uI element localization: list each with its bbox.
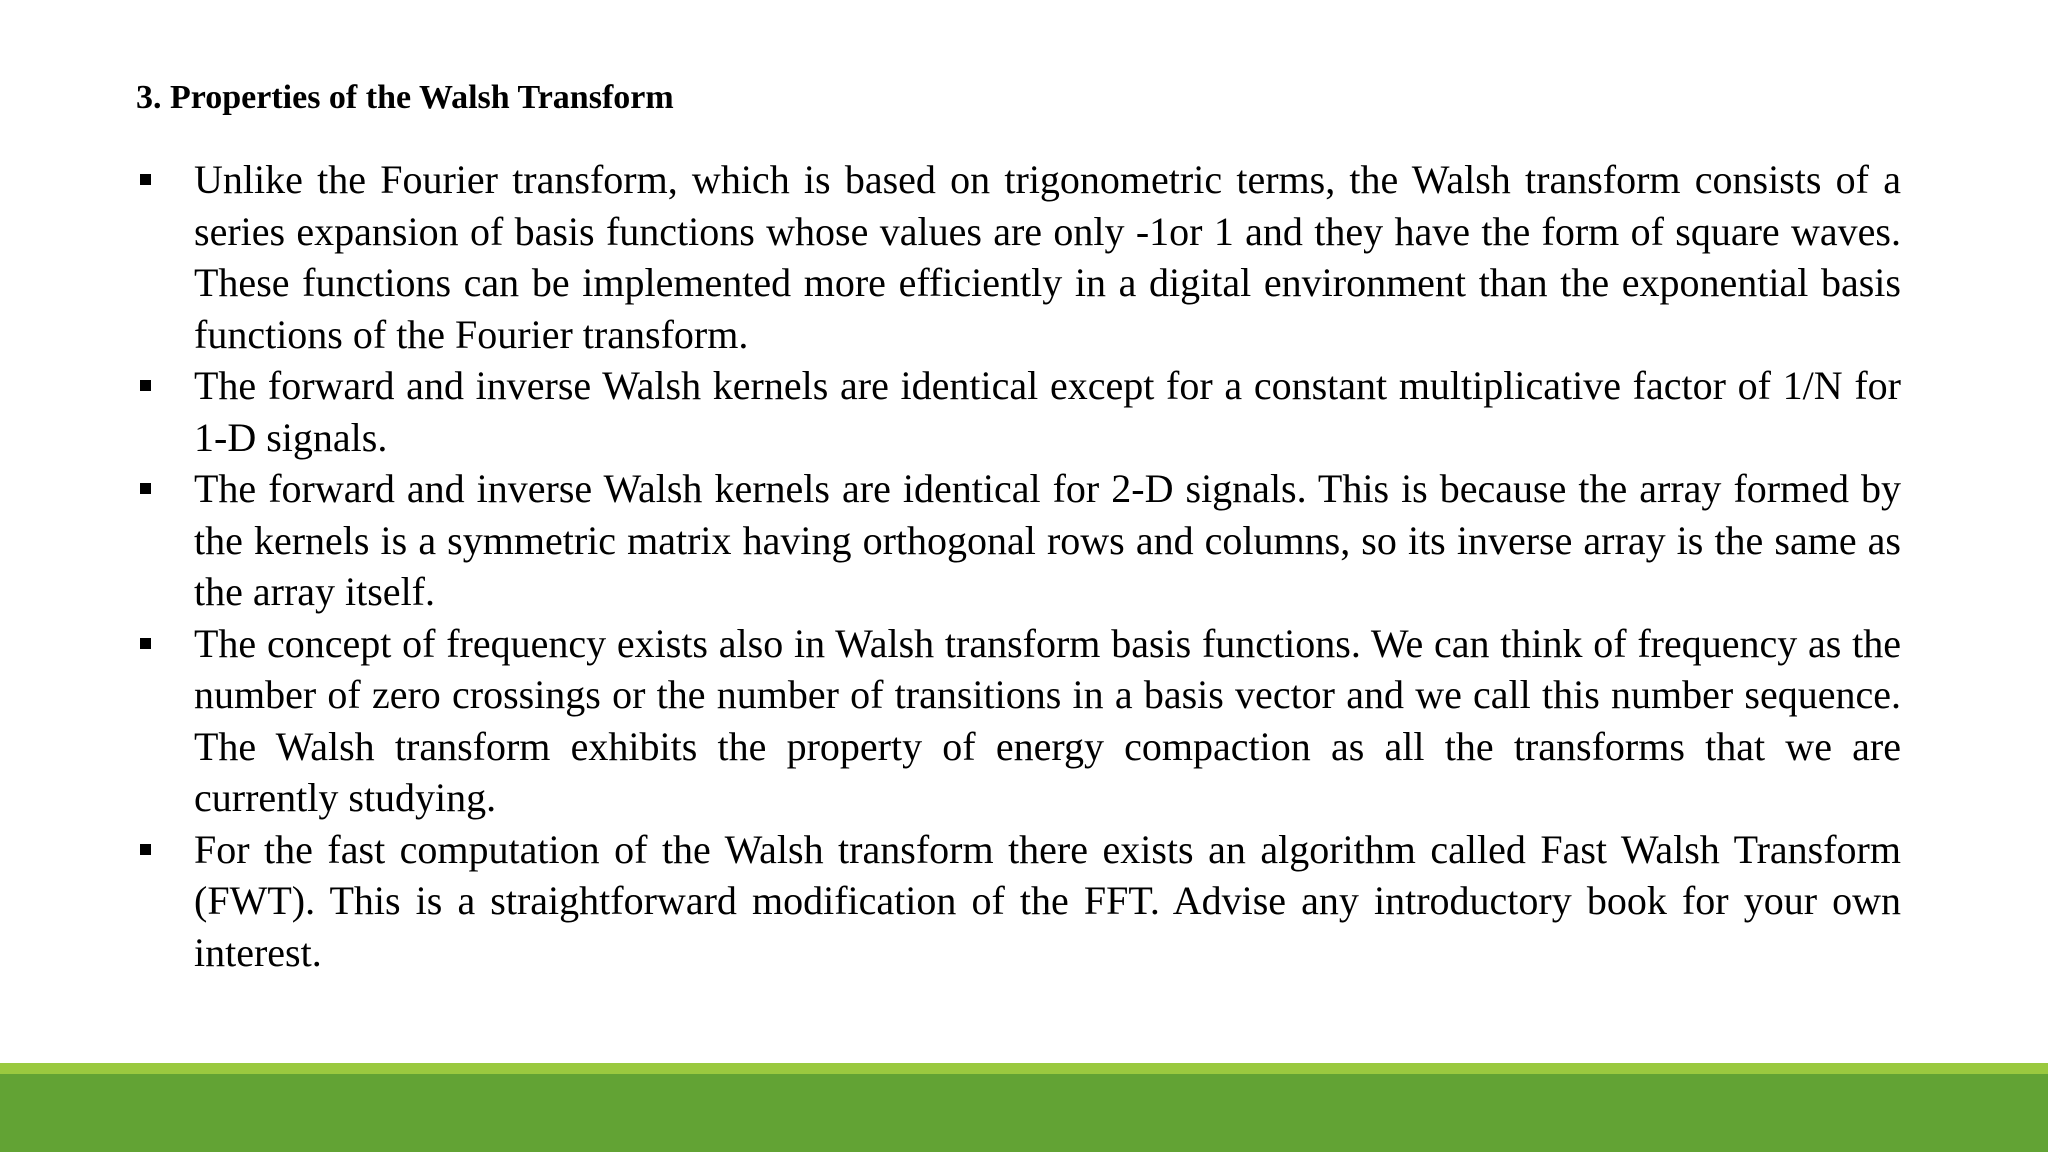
bullet-item [136, 618, 1901, 824]
bullet-text: The forward and inverse Walsh kernels are identical except for a constant multiplicative factor of 1/N for 1-D signals. [194, 363, 1901, 460]
bullet-text: Unlike the Fourier transform, which is based on trigonometric terms, the Walsh transform consists of a series expansion of basis functions whose values are only -1or 1 and they have the form of square waves. These functions can be implemented more efficiently in a digital environment than the exponential basis functions of the Fourier transform. [194, 157, 1901, 357]
bullet-list [136, 154, 1901, 978]
bullet-text: The forward and inverse Walsh kernels are identical for 2-D signals. This is because the array formed by the kernels is a symmetric matrix having orthogonal rows and columns, so its inverse array is the same as the array itself. [194, 466, 1901, 614]
bullet-text: For the fast computation of the Walsh transform there exists an algorithm called Fast Walsh Transform (FWT). This is a straightforward modification of the FFT. Advise any introductory book for your own interest. [194, 826, 1901, 975]
bullet-item [136, 360, 1901, 463]
footer-band-light [0, 1063, 2048, 1074]
footer-band-dark [0, 1074, 2048, 1152]
square-bullet-icon [140, 844, 151, 855]
bullet-text: The concept of frequency exists also in Walsh transform basis functions. We can think of frequency as the number of zero crossings or the number of transitions in a basis vector and we call this number sequence. The Walsh transform exhibits the property of energy compaction as all the transforms that we are currently studying. [194, 620, 1901, 820]
bullet-item [136, 154, 1901, 360]
slide-content [136, 72, 1901, 978]
square-bullet-icon [140, 380, 151, 391]
slide-heading: 3. Properties of the Walsh Transform [136, 79, 674, 116]
bullet-item [136, 463, 1901, 618]
square-bullet-icon [140, 483, 151, 494]
square-bullet-icon [140, 638, 151, 649]
square-bullet-icon [140, 174, 151, 185]
bullet-item [136, 824, 1901, 979]
